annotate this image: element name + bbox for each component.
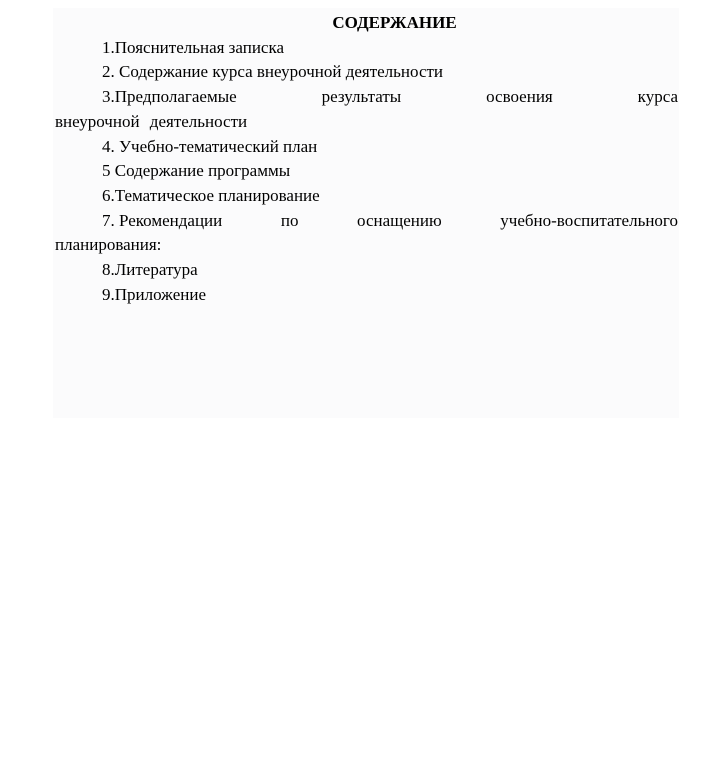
toc-item-1: 1.Пояснительная записка: [102, 37, 285, 57]
toc-item-8: 8.Литература: [102, 260, 198, 280]
toc-item-4: 4. Учебно-тематический план: [102, 136, 318, 156]
toc-item-3-line-1: [55, 85, 678, 110]
toc-title: СОДЕРЖАНИЕ: [332, 13, 457, 32]
toc-item-3-word: освоения: [486, 87, 553, 107]
toc-item-7-word: учебно-воспитательного: [500, 210, 678, 230]
toc-item-2: 2. Содержание курса внеурочной деятельности: [102, 62, 444, 82]
toc-item-7-word: оснащению: [357, 210, 442, 230]
toc-item-7: [55, 209, 678, 258]
toc-item-3-line-2: внеурочной деятельности: [55, 111, 248, 131]
toc-item-5: 5 Содержание программы: [102, 161, 291, 181]
toc-item-7-line-1: [55, 209, 678, 234]
toc-item-7-word: по: [280, 210, 299, 230]
toc-item-6: 6.Тематическое планирование: [102, 185, 320, 205]
toc-item-3-word: 3.Предполагаемые: [102, 87, 237, 107]
toc-item-7-word: 7. Рекомендации: [102, 210, 223, 230]
toc-item-9: 9.Приложение: [102, 284, 206, 304]
toc-item-7-line-2: планирования:: [55, 235, 162, 255]
toc-item-3-word: курса: [637, 87, 678, 107]
toc-item-3: [55, 85, 678, 134]
table-of-contents: [55, 11, 678, 307]
toc-item-3-word: результаты: [321, 87, 402, 107]
